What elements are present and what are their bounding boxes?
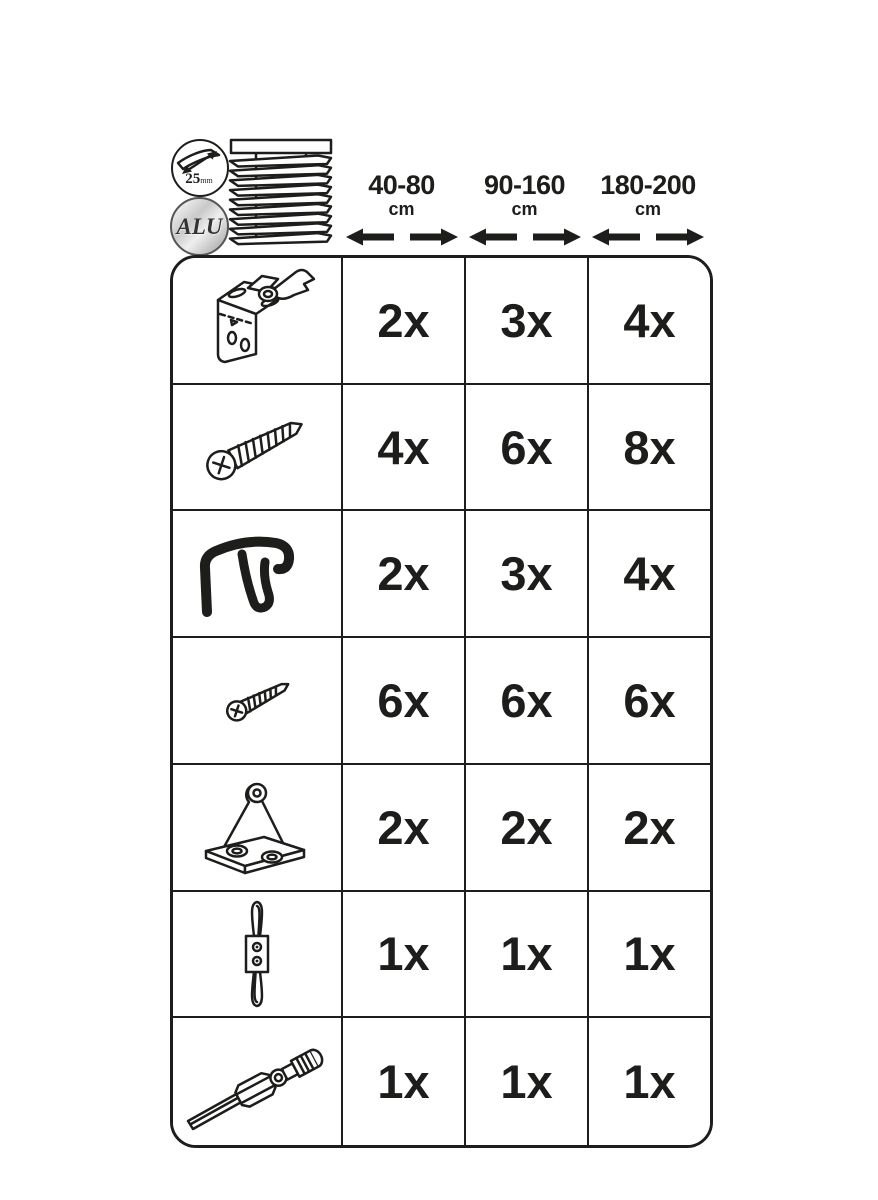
material-label: ALU xyxy=(176,213,223,239)
quantity-cell xyxy=(466,765,589,892)
quantity-cell xyxy=(589,511,710,638)
quantity-value: 3x xyxy=(500,547,553,601)
quantity-cell xyxy=(589,892,710,1019)
quantity-value: 4x xyxy=(623,547,676,601)
size-range-label: 180-200 xyxy=(600,170,696,200)
size-unit-label: cm xyxy=(634,199,661,220)
quantity-cell xyxy=(466,258,589,385)
quantity-cell xyxy=(589,258,710,385)
size-unit-label: cm xyxy=(388,199,415,220)
quantity-value: 1x xyxy=(377,927,430,981)
quantity-cell xyxy=(466,892,589,1019)
quantity-cell xyxy=(343,892,466,1019)
quantity-value: 1x xyxy=(623,1055,676,1109)
quantity-value: 3x xyxy=(500,293,553,347)
quantity-cell xyxy=(343,1018,466,1145)
quantity-cell xyxy=(343,765,466,892)
quantity-cell xyxy=(589,638,710,765)
quantity-value: 2x xyxy=(500,800,553,854)
size-range-label: 90-160 xyxy=(483,170,566,200)
quantity-cell xyxy=(466,385,589,512)
width-arrows-icon xyxy=(346,227,458,247)
quantity-cell xyxy=(343,638,466,765)
part-cell xyxy=(173,511,343,638)
quantity-value: 1x xyxy=(377,1055,430,1109)
quantity-cell xyxy=(466,1018,589,1145)
size-range-label: 40-80 xyxy=(368,170,435,200)
part-cell xyxy=(173,385,343,512)
quantity-value: 2x xyxy=(623,800,676,854)
screw-small-icon xyxy=(182,644,332,756)
quantity-value: 1x xyxy=(623,927,676,981)
quantity-value: 1x xyxy=(500,1055,553,1109)
slat-size-label: 25mm xyxy=(185,171,213,187)
installation-bracket-icon xyxy=(182,264,332,376)
quantity-cell xyxy=(343,385,466,512)
quantity-cell xyxy=(466,511,589,638)
screw-large-icon xyxy=(182,391,332,503)
part-cell xyxy=(173,258,343,385)
tilt-wand-connector-icon xyxy=(182,1026,332,1138)
size-unit-label: cm xyxy=(511,199,538,220)
quantity-value: 4x xyxy=(623,293,676,347)
quantity-cell xyxy=(343,511,466,638)
slat-25mm-icon xyxy=(171,139,229,197)
part-cell xyxy=(173,638,343,765)
size-column-header-2 xyxy=(463,171,586,249)
quantity-value: 2x xyxy=(377,800,430,854)
width-arrows-icon xyxy=(592,227,704,247)
quantity-cell xyxy=(466,638,589,765)
quantity-value: 2x xyxy=(377,547,430,601)
parts-table xyxy=(170,255,713,1148)
cord-cleat-icon xyxy=(182,898,332,1010)
quantity-value: 8x xyxy=(623,420,676,474)
quantity-value: 6x xyxy=(500,673,553,727)
width-arrows-icon xyxy=(469,227,581,247)
quantity-cell xyxy=(589,1018,710,1145)
quantity-value: 6x xyxy=(623,673,676,727)
quantity-value: 6x xyxy=(377,673,430,727)
quantity-cell xyxy=(589,385,710,512)
quantity-value: 6x xyxy=(500,420,553,474)
quantity-value: 4x xyxy=(377,420,430,474)
part-cell xyxy=(173,1018,343,1145)
part-cell xyxy=(173,892,343,1019)
size-column-header-1 xyxy=(340,171,463,249)
venetian-blind-icon xyxy=(228,137,342,252)
quantity-cell xyxy=(589,765,710,892)
size-column-header-3 xyxy=(586,171,710,249)
retaining-clip-icon xyxy=(182,518,332,630)
alu-material-badge xyxy=(170,197,229,256)
quantity-value: 2x xyxy=(377,293,430,347)
hold-down-bracket-icon xyxy=(182,771,332,883)
quantity-value: 1x xyxy=(500,927,553,981)
quantity-cell xyxy=(343,258,466,385)
part-cell xyxy=(173,765,343,892)
